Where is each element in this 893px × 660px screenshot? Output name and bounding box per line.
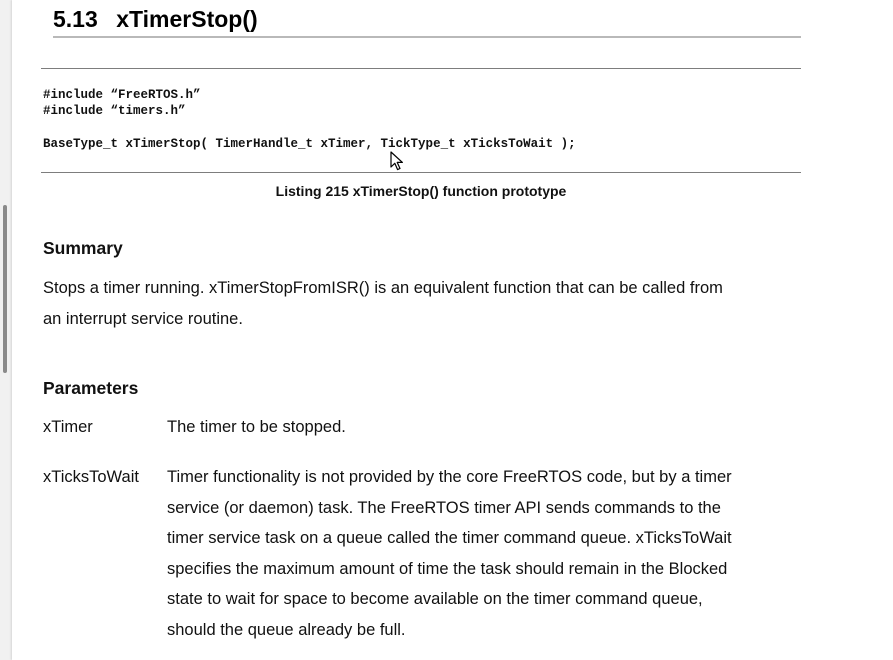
mouse-pointer-icon — [390, 151, 404, 171]
param-desc-line: timer service task on a queue called the timer command queue. xTicksToWait — [167, 529, 732, 547]
listing-caption: Listing 215 xTimerStop() function prototype — [275, 183, 567, 199]
listing-bottom-rule — [41, 172, 801, 173]
section-function-name: xTimerStop() — [116, 6, 258, 32]
summary-line-2: an interrupt service routine. — [43, 310, 243, 328]
section-number: 5.13 — [53, 6, 98, 32]
param-desc-line: Timer functionality is not provided by the core FreeRTOS code, but by a timer — [167, 468, 732, 486]
parameters-title: Parameters — [43, 378, 139, 398]
param-desc-line: The timer to be stopped. — [167, 418, 346, 436]
param-name-xtimer: xTimer — [43, 418, 93, 436]
param-desc-xtickstowait — [167, 462, 807, 645]
param-desc-line: specifies the maximum amount of time the task should remain in the Blocked — [167, 559, 728, 578]
summary-title: Summary — [43, 238, 123, 258]
vertical-scrollbar[interactable] — [3, 205, 7, 373]
code-prototype: BaseType_t xTimerStop( TimerHandle_t xTimer, TickType_t xTicksToWait ); — [43, 137, 576, 151]
param-desc-xtimer — [167, 412, 807, 443]
param-name-xtickstowait: xTicksToWait — [43, 468, 139, 486]
summary-line-1: Stops a timer running. xTimerStopFromISR() is an equivalent function that can be called from — [43, 279, 723, 297]
code-include-freertos: #include “FreeRTOS.h” — [43, 88, 201, 102]
document-page — [12, 0, 893, 660]
code-include-timers: #include “timers.h” — [43, 104, 186, 118]
listing-top-rule — [41, 68, 801, 69]
param-desc-line: should the queue already be full. — [167, 620, 406, 639]
section-heading — [53, 6, 801, 38]
param-desc-line: state to wait for space to become available on the timer command queue, — [167, 590, 703, 608]
param-desc-line: service (or daemon) task. The FreeRTOS timer API sends commands to the — [167, 498, 721, 517]
